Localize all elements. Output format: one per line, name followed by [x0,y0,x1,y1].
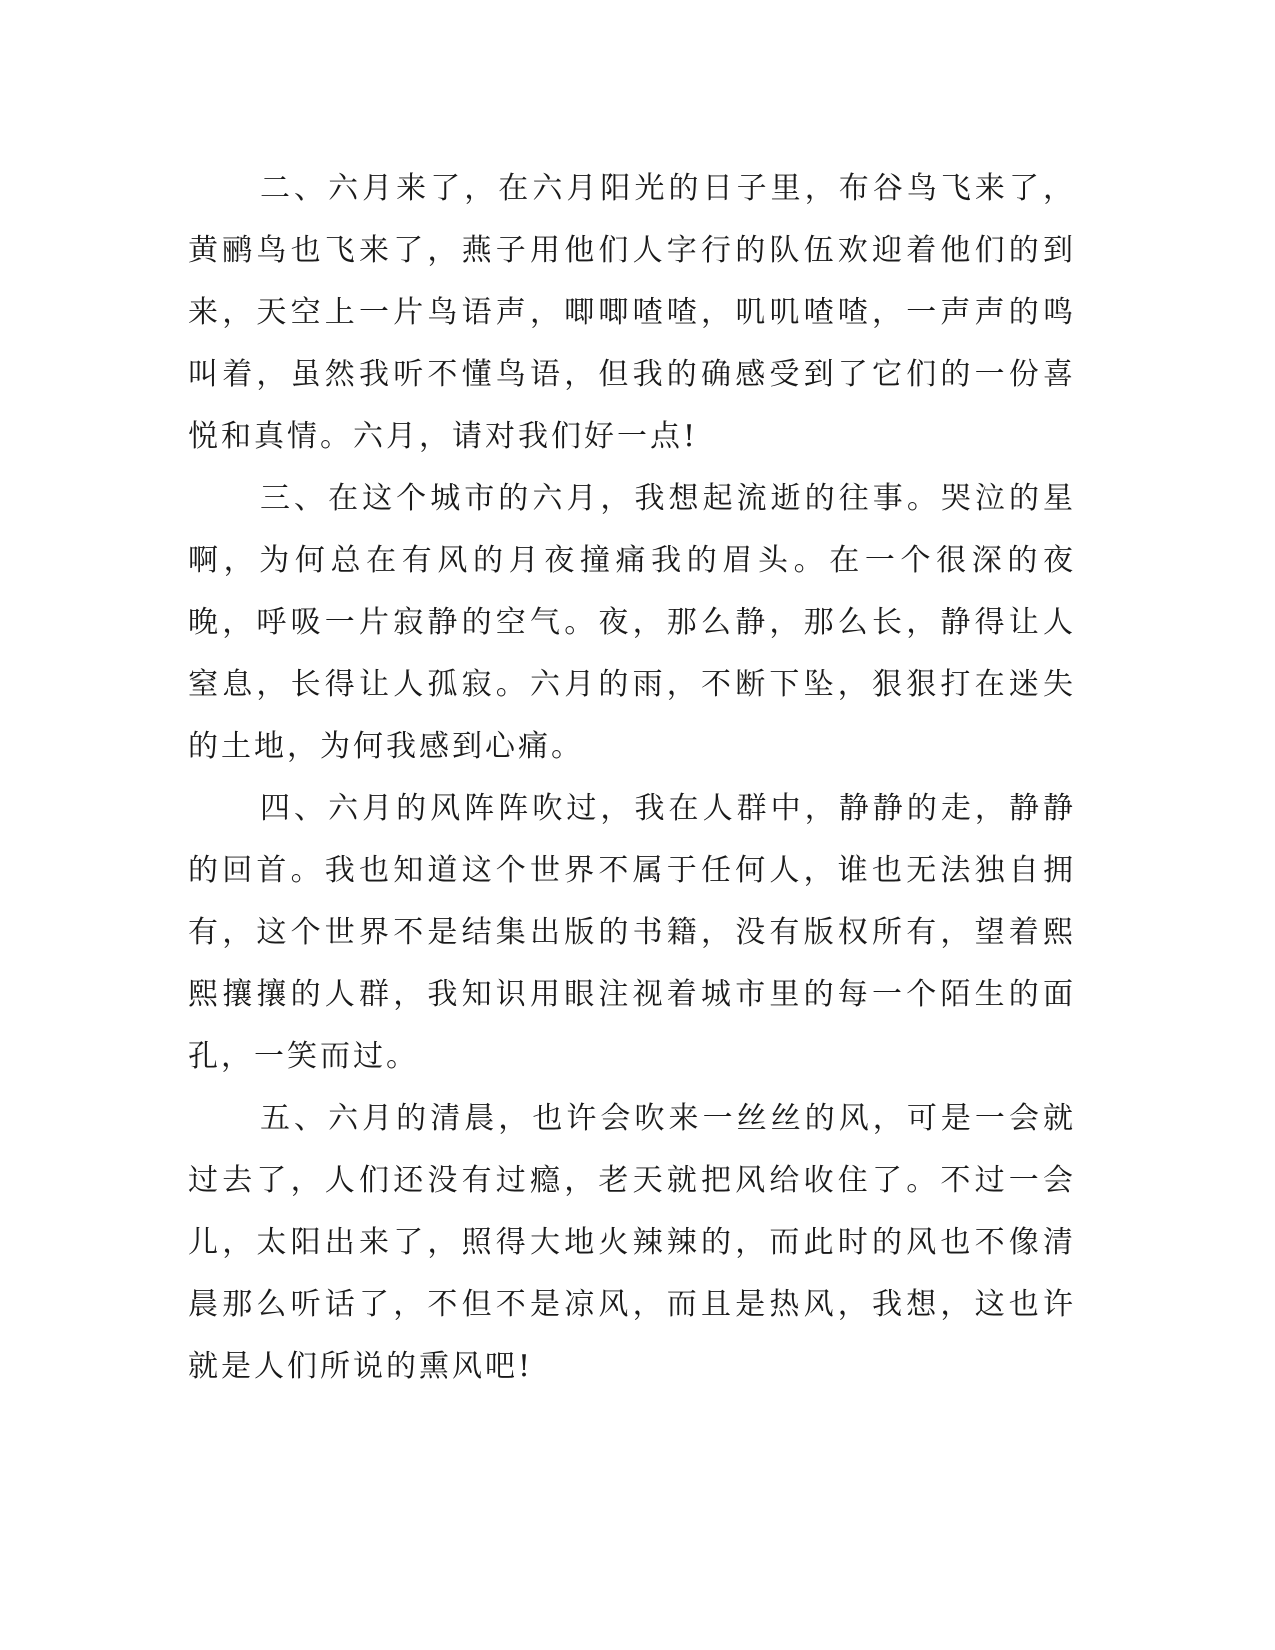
paragraph-three: 三、在这个城市的六月，我想起流逝的往事。哭泣的星啊，为何总在有风的月夜撞痛我的眉头。在一个很深的夜晚，呼吸一片寂静的空气。夜，那么静，那么长，静得让人窒息，长得让人孤寂。六月的雨，不断下坠，狠狠打在迷失的土地，为何我感到心痛。 [188,481,1076,764]
document-body [188,158,1076,1398]
paragraph-four: 四、六月的风阵阵吹过，我在人群中，静静的走，静静的回首。我也知道这个世界不属于任何人，谁也无法独自拥有，这个世界不是结集出版的书籍，没有版权所有，望着熙熙攘攘的人群，我知识用眼注视着城市里的每一个陌生的面孔，一笑而过。 [188,791,1076,1074]
paragraph-two: 二、六月来了，在六月阳光的日子里，布谷鸟飞来了，黄鹂鸟也飞来了，燕子用他们人字行的队伍欢迎着他们的到来，天空上一片鸟语声，唧唧喳喳，叽叽喳喳，一声声的鸣叫着，虽然我听不懂鸟语，但我的确感受到了它们的一份喜悦和真情。六月，请对我们好一点! [188,171,1076,454]
paragraph-five: 五、六月的清晨，也许会吹来一丝丝的风，可是一会就过去了，人们还没有过瘾，老天就把风给收住了。不过一会儿，太阳出来了，照得大地火辣辣的，而此时的风也不像清晨那么听话了，不但不是凉风，而且是热风，我想，这也许就是人们所说的熏风吧! [188,1101,1076,1384]
